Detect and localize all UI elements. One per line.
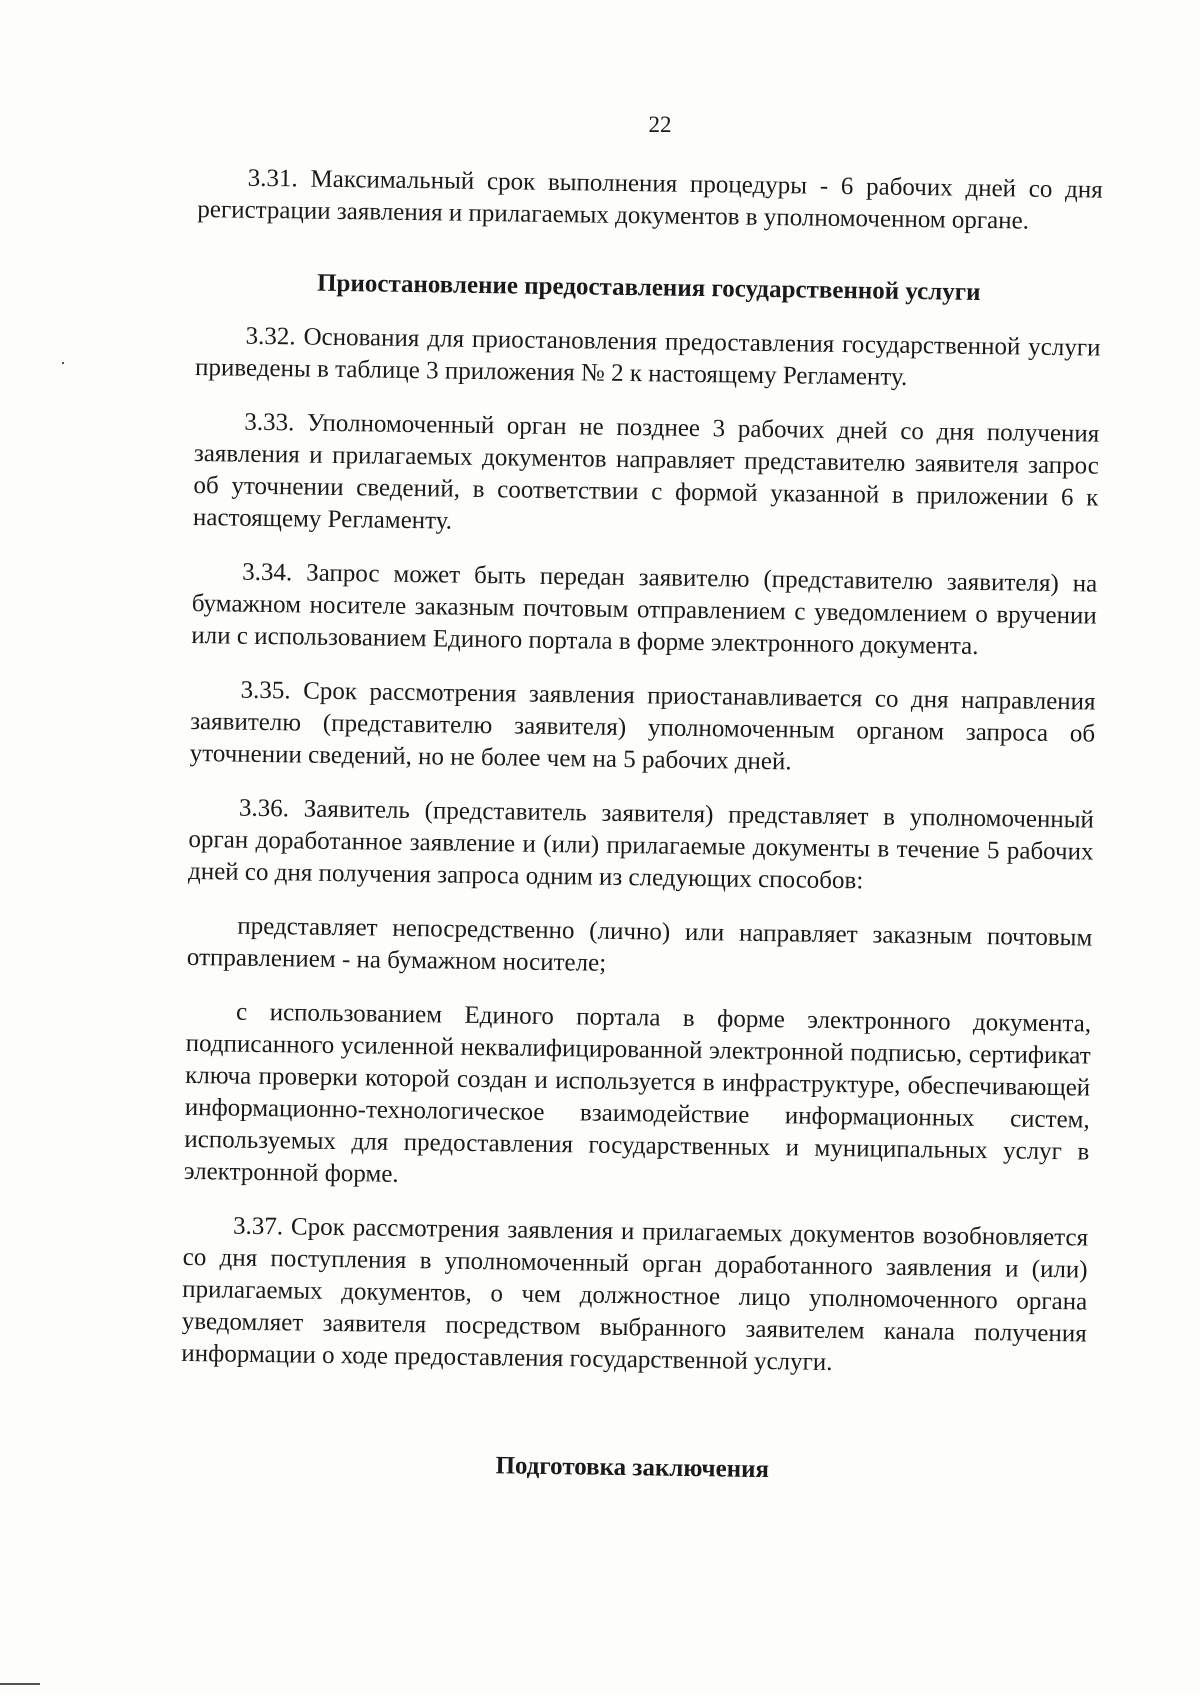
paragraph-3-31: 3.31. Максимальный срок выполнения процедуры - 6 рабочих дней со дня регистрации заявления и прилагаемых документов в уполномоченном органе. — [197, 164, 1103, 235]
page-number: 22 — [648, 112, 672, 137]
section-heading-suspension: Приостановление предоставления государственной услуги — [316, 269, 981, 306]
paragraph-3-36: 3.36. Заявитель (представитель заявителя) представляет в уполномоченный орган доработанное заявление и (или) прилагаемые документы в течение 5 рабочих дней со дня получения запроса одним из следующих способов: — [187, 794, 1095, 895]
paragraph-3-34: 3.34. Запрос может быть передан заявителю (представителю заявителя) на бумажном носителе заказным почтовым отправлением с уведомлением о вручении или с использованием Единого портала в форме электронного документа. — [191, 558, 1098, 660]
scan-edge-line — [0, 1683, 40, 1685]
paragraph-3-33: 3.33. Уполномоченный орган не позднее 3 рабочих дней со дня получения заявления и прилагаемых документов направляет представителю заявителя запрос об уточнении сведений, в соответствии с формой указанной в приложении 6 к настоящему Регламенту. — [192, 408, 1100, 535]
paragraph-3-35: 3.35. Срок рассмотрения заявления приостанавливается со дня направления заявителю (представителю заявителя) уполномоченным органом запроса об уточнении сведений, но не более чем на 5 рабочих дней. — [189, 676, 1096, 776]
scan-dot-mark — [62, 362, 64, 364]
paragraph-3-36-option-portal: с использованием Единого портала в форме электронного документа, подписанного усиленной неквалифицированной электронной подписью, сертификат ключа проверки которой создан и используется в инфраструктуре, обеспечивающей информационно-технологическое взаимодействие информационных систем, используемых для предоставления государственных и муниципальных услуг в электронной форме. — [183, 998, 1092, 1188]
paragraph-3-32: 3.32. Основания для приостановления предоставления государственной услуги приведены в таблице 3 приложения № 2 к настоящему Регламенту. — [194, 322, 1101, 391]
paragraph-3-36-option-paper: представляет непосредственно (лично) или направляет заказным почтовым отправлением - на бумажном носителе; — [186, 912, 1093, 977]
paragraph-3-37: 3.37. Срок рассмотрения заявления и прилагаемых документов возобновляется со дня поступления в уполномоченный орган доработанного заявления и (или) прилагаемых документов, о чем должностное лицо уполномоченного органа уведомляет заявителя посредством выбранного заявителем канала получения информации о ходе предоставления государственной услуги. — [181, 1212, 1089, 1376]
section-heading-conclusion: Подготовка заключения — [495, 1452, 770, 1484]
document-body — [180, 162, 1103, 1491]
